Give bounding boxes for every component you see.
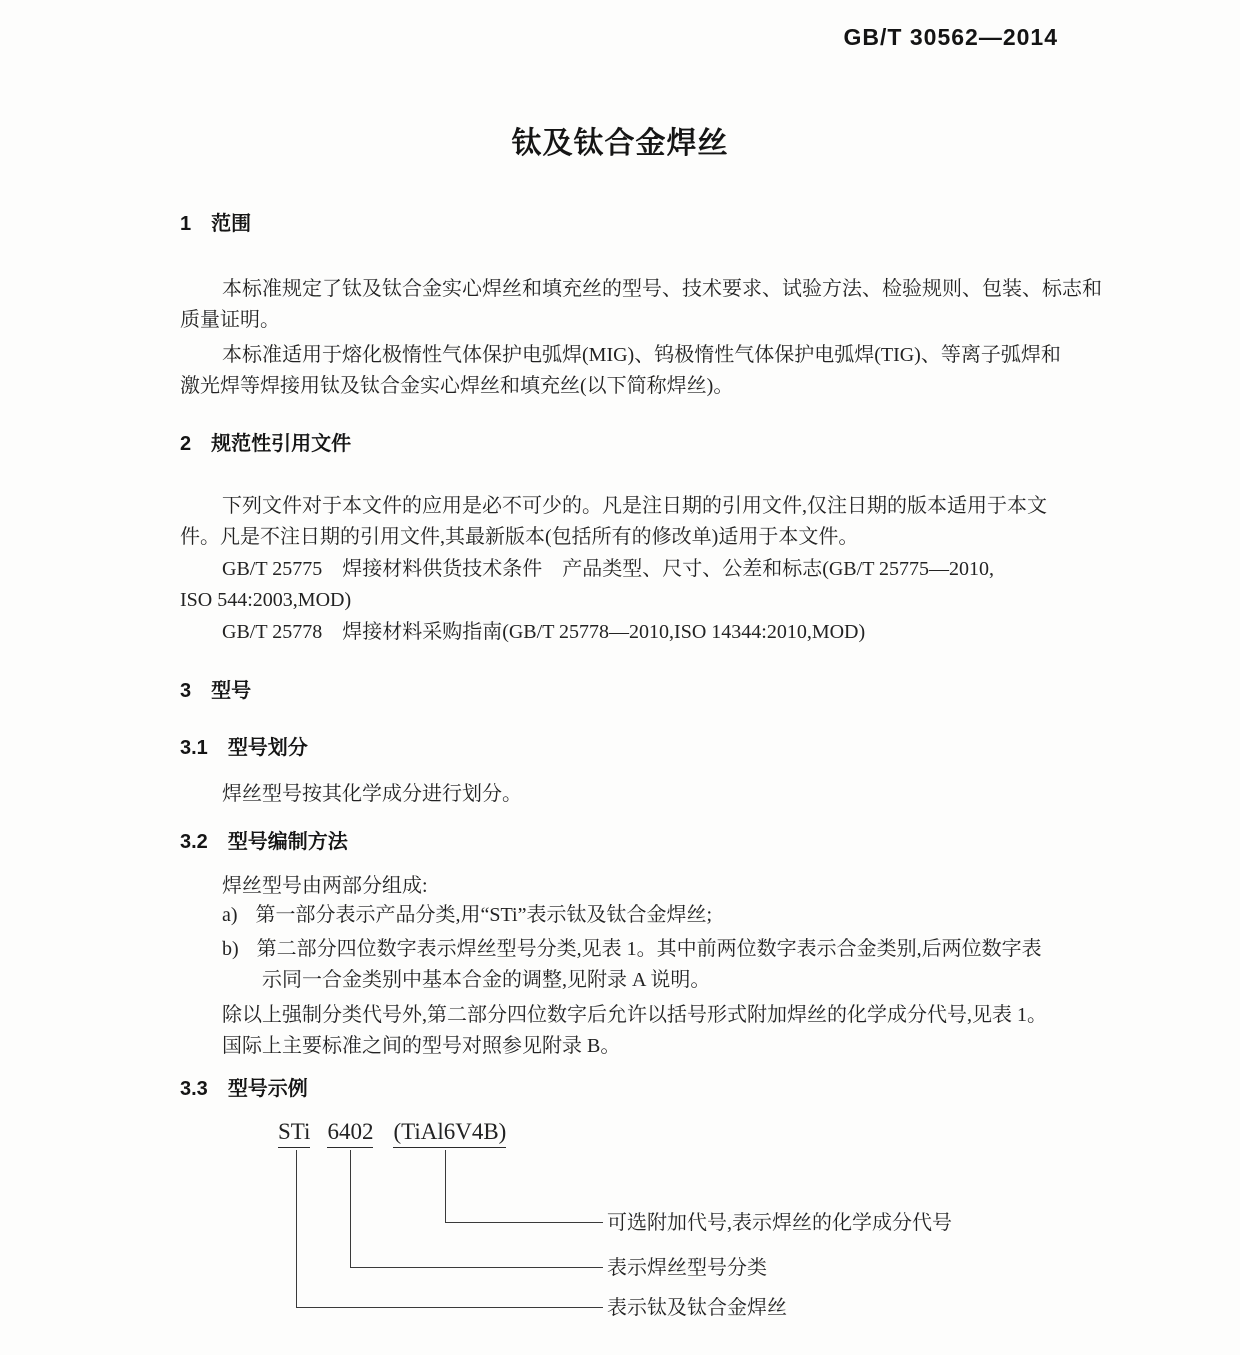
reference-1-line-1: GB/T 25775 焊接材料供货技术条件 产品类型、尺寸、公差和标志(GB/T 25775—2010,	[222, 558, 995, 580]
section-3-3-title: 型号示例	[227, 1078, 308, 1100]
model-example-formula	[278, 1120, 506, 1144]
section-3-1-number: 3.1	[180, 737, 208, 759]
scope-paragraph-1-line-1: 本标准规定了钛及钛合金实心焊丝和填充丝的型号、技术要求、试验方法、检验规则、包装、标志和	[222, 278, 1102, 300]
reference-1-line-2: ISO 544:2003,MOD)	[180, 589, 352, 611]
additional-code-paragraph-line-2: 国际上主要标准之间的型号对照参见附录 B。	[222, 1035, 621, 1057]
section-3-heading	[180, 679, 251, 703]
example-part-chemical: (TiAl6V4B)	[393, 1119, 506, 1148]
list-item-a-marker: a)	[222, 904, 238, 926]
composition-intro-paragraph: 焊丝型号由两部分组成:	[222, 875, 428, 897]
reference-2: GB/T 25778 焊接材料采购指南(GB/T 25778—2010,ISO 14344:2010,MOD)	[222, 621, 866, 643]
list-item-b-text: 第二部分四位数字表示焊丝型号分类,见表 1。其中前两位数字表示合金类别,后两位数字表	[256, 938, 1042, 960]
scope-paragraph-2-line-2: 激光焊等焊接用钛及钛合金实心焊丝和填充丝(以下简称焊丝)。	[180, 375, 734, 397]
example-part-number: 6402	[327, 1119, 373, 1148]
model-division-paragraph: 焊丝型号按其化学成分进行划分。	[222, 783, 522, 805]
section-3-2-number: 3.2	[180, 831, 208, 853]
section-1-heading	[180, 212, 251, 236]
section-2-title: 规范性引用文件	[211, 433, 352, 455]
label-optional-code: 可选附加代号,表示焊丝的化学成分代号	[607, 1212, 952, 1234]
connector-horizontal-sti	[296, 1307, 603, 1308]
section-2-number: 2	[180, 433, 192, 455]
section-1-number: 1	[180, 213, 192, 235]
section-3-2-heading	[180, 830, 348, 854]
additional-code-paragraph-line-1: 除以上强制分类代号外,第二部分四位数字后允许以括号形式附加焊丝的化学成分代号,见表 1。	[222, 1004, 1047, 1026]
references-paragraph-line-2: 件。凡是不注日期的引用文件,其最新版本(包括所有的修改单)适用于本文件。	[180, 526, 859, 548]
section-1-title: 范围	[211, 213, 252, 235]
section-3-1-title: 型号划分	[227, 737, 308, 759]
connector-horizontal-number	[350, 1267, 603, 1268]
references-paragraph-line-1: 下列文件对于本文件的应用是必不可少的。凡是注日期的引用文件,仅注日期的版本适用于本文	[222, 495, 1047, 517]
section-3-3-number: 3.3	[180, 1078, 208, 1100]
section-3-2-title: 型号编制方法	[227, 831, 348, 853]
connector-horizontal-chemical	[445, 1222, 603, 1223]
list-item-a-text: 第一部分表示产品分类,用“STi”表示钛及钛合金焊丝;	[255, 904, 713, 926]
label-model-classification: 表示焊丝型号分类	[607, 1257, 767, 1279]
list-item-a	[222, 903, 712, 927]
list-item-b-marker: b)	[222, 938, 239, 960]
section-2-heading	[180, 432, 351, 456]
connector-vertical-number	[350, 1150, 351, 1267]
list-item-b-line-1	[222, 937, 1042, 961]
document-title: 钛及钛合金焊丝	[511, 127, 729, 160]
section-3-1-heading	[180, 736, 308, 760]
standard-code: GB/T 30562—2014	[843, 24, 1058, 50]
example-part-sti: STi	[278, 1119, 310, 1148]
scope-paragraph-1-line-2: 质量证明。	[180, 309, 280, 331]
section-3-3-heading	[180, 1077, 308, 1101]
connector-vertical-sti	[296, 1150, 297, 1307]
list-item-b-line-2: 示同一合金类别中基本合金的调整,见附录 A 说明。	[262, 969, 711, 991]
section-3-title: 型号	[211, 680, 252, 702]
section-3-number: 3	[180, 680, 192, 702]
scope-paragraph-2-line-1: 本标准适用于熔化极惰性气体保护电弧焊(MIG)、钨极惰性气体保护电弧焊(TIG)、等离子弧焊和	[222, 344, 1061, 366]
connector-vertical-chemical	[445, 1150, 446, 1222]
label-titanium-wire: 表示钛及钛合金焊丝	[607, 1297, 787, 1319]
